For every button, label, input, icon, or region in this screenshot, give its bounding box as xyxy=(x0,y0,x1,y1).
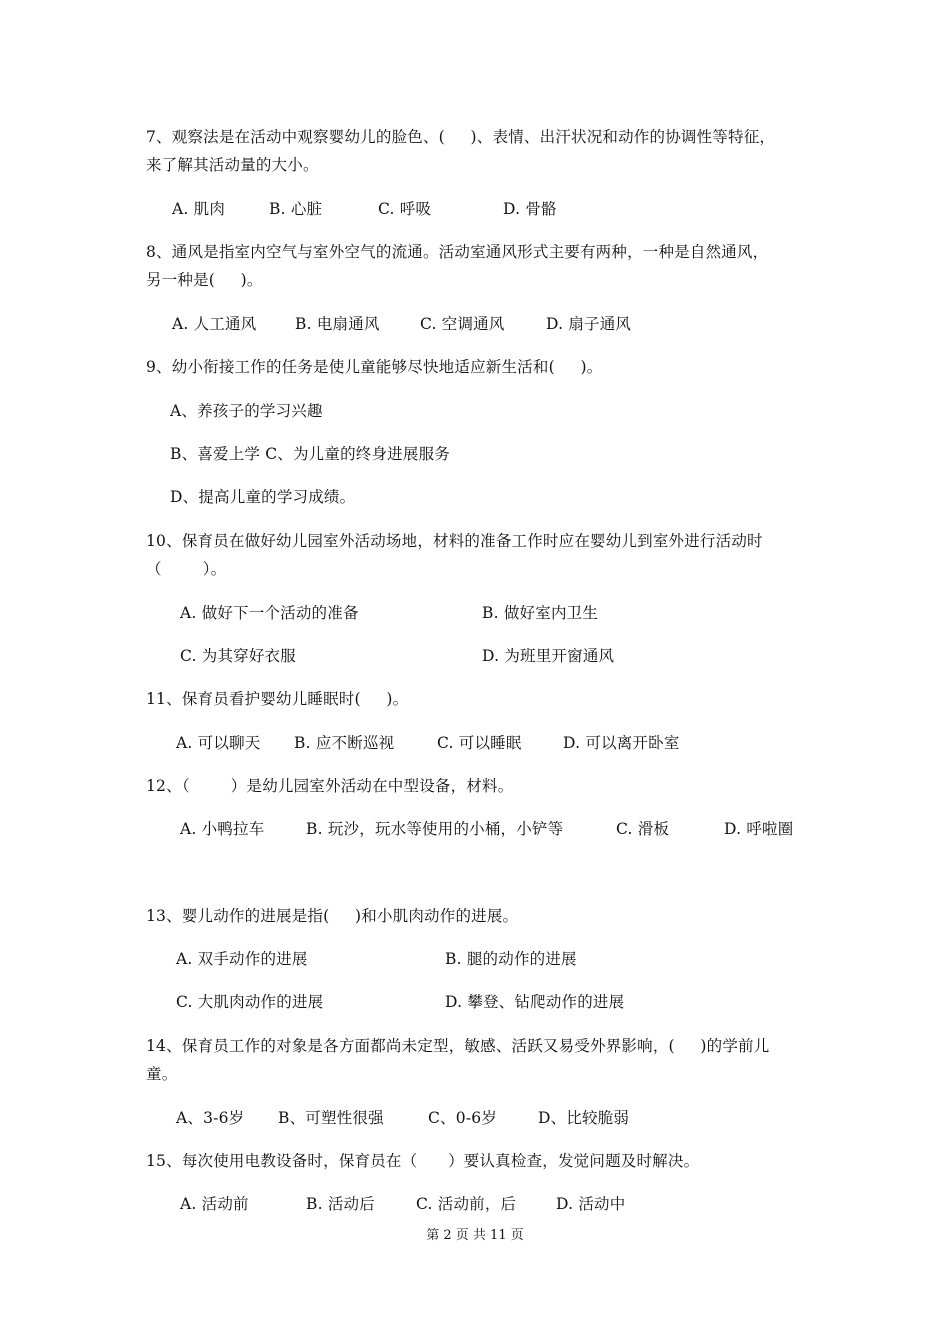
question-12-option-b: B. 玩沙，玩水等使用的小桶，小铲等 xyxy=(306,820,564,838)
question-14-option-d: D、比较脆弱 xyxy=(538,1109,630,1127)
question-15-option-b: B. 活动后 xyxy=(306,1195,375,1213)
question-13-option-d: D. 攀登、钻爬动作的进展 xyxy=(445,993,625,1011)
question-15-option-a: A. 活动前 xyxy=(180,1195,249,1213)
question-7-option-b: B. 心脏 xyxy=(269,200,323,218)
question-8-option-c: C. 空调通风 xyxy=(420,315,505,333)
question-9-text-line1: 9、幼小衔接工作的任务是使儿童能够尽快地适应新生活和( )。 xyxy=(146,358,603,376)
question-9-option-d: D、提高儿童的学习成绩。 xyxy=(170,488,356,506)
question-7-option-d: D. 骨骼 xyxy=(503,200,557,218)
question-14-option-c: C、0-6岁 xyxy=(428,1109,498,1127)
question-15-option-d: D. 活动中 xyxy=(556,1195,626,1213)
question-8-option-a: A. 人工通风 xyxy=(172,315,257,333)
question-11-option-c: C. 可以睡眠 xyxy=(437,734,522,752)
question-15-option-c: C. 活动前，后 xyxy=(416,1195,517,1213)
question-14-option-b: B、可塑性很强 xyxy=(278,1109,384,1127)
page-number-footer: 第 2 页 共 11 页 xyxy=(426,1228,524,1243)
question-11-text-line1: 11、保育员看护婴幼儿睡眠时( )。 xyxy=(146,690,409,708)
question-8-option-d: D. 扇子通风 xyxy=(546,315,632,333)
question-7-option-a: A. 肌肉 xyxy=(172,200,226,218)
question-14-text-line2: 童。 xyxy=(146,1065,178,1083)
question-12-option-a: A. 小鸭拉车 xyxy=(180,820,265,838)
question-10-text-line2: （ ）。 xyxy=(146,560,227,578)
question-11-option-a: A. 可以聊天 xyxy=(176,734,261,752)
question-14-option-a: A、3-6岁 xyxy=(176,1109,245,1127)
question-10-option-a: A. 做好下一个活动的准备 xyxy=(180,604,359,622)
question-7-text-line2: 来了解其活动量的大小。 xyxy=(146,156,319,174)
question-15-text-line1: 15、每次使用电教设备时，保育员在（ ）要认真检查，发觉问题及时解决。 xyxy=(146,1152,700,1170)
question-11-option-d: D. 可以离开卧室 xyxy=(563,734,680,752)
question-10-option-b: B. 做好室内卫生 xyxy=(482,604,599,622)
question-10-text-line1: 10、保育员在做好幼儿园室外活动场地，材料的准备工作时应在婴幼儿到室外进行活动时 xyxy=(146,532,763,550)
question-9-option-b-c: B、喜爱上学 C、为儿童的终身进展服务 xyxy=(170,445,450,463)
question-9-option-a: A、养孩子的学习兴趣 xyxy=(170,402,323,420)
question-10-option-c: C. 为其穿好衣服 xyxy=(180,647,296,665)
question-13-option-a: A. 双手动作的进展 xyxy=(176,950,308,968)
question-14-text-line1: 14、保育员工作的对象是各方面都尚未定型，敏感、活跃又易受外界影响，( )的学前儿 xyxy=(146,1037,770,1055)
question-8-option-b: B. 电扇通风 xyxy=(295,315,380,333)
question-13-option-b: B. 腿的动作的进展 xyxy=(445,950,577,968)
question-11-option-b: B. 应不断巡视 xyxy=(294,734,395,752)
question-12-option-d: D. 呼啦圈 xyxy=(724,820,794,838)
question-12-option-c: C. 滑板 xyxy=(616,820,670,838)
question-10-option-d: D. 为班里开窗通风 xyxy=(482,647,615,665)
question-13-option-c: C. 大肌肉动作的进展 xyxy=(176,993,324,1011)
question-7-option-c: C. 呼吸 xyxy=(378,200,432,218)
question-8-text-line1: 8、通风是指室内空气与室外空气的流通。活动室通风形式主要有两种，一种是自然通风， xyxy=(146,243,769,261)
question-7-text-line1: 7、观察法是在活动中观察婴幼儿的脸色、( )、表情、出汗状况和动作的协调性等特征， xyxy=(146,128,776,146)
question-13-text-line1: 13、婴儿动作的进展是指( )和小肌肉动作的进展。 xyxy=(146,907,519,925)
question-12-text-line1: 12、（ ）是幼儿园室外活动在中型设备，材料。 xyxy=(146,777,514,795)
question-8-text-line2: 另一种是( )。 xyxy=(146,271,263,289)
